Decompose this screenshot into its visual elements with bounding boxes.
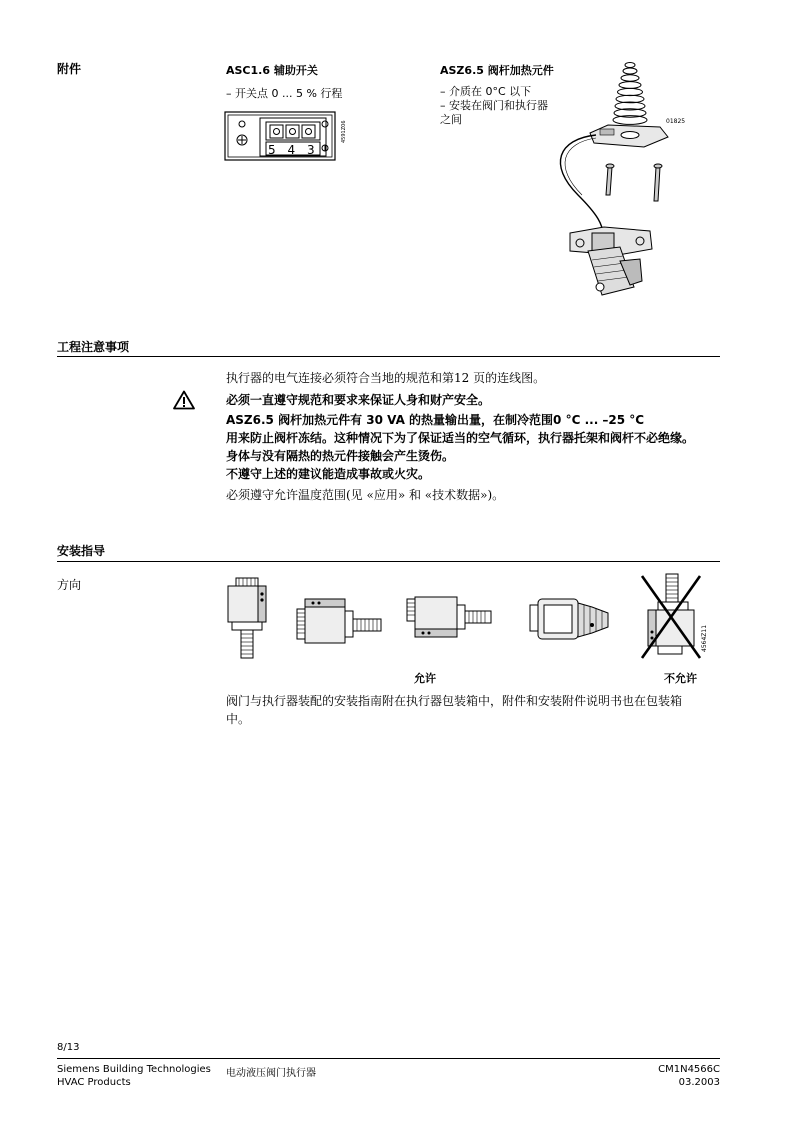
warning-line-3: 用来防止阀杆冻结。这种情况下为了保证适当的空气循环，执行器托架和阀杆不必绝缘。 xyxy=(226,431,695,445)
orientation-rotated-drawing xyxy=(528,595,618,645)
installation-paragraph-line-2: 中。 xyxy=(226,712,251,726)
orientation-horizontal-drawing xyxy=(295,595,385,647)
asc-switch-drawing xyxy=(224,108,349,166)
engineering-paragraph-2: 必须遵守允许温度范围(见 «应用» 和 «技术数据»)。 xyxy=(226,488,505,502)
terminal-label: 4 xyxy=(287,143,300,157)
asz-feature-1: – 介质在 0°C 以下 xyxy=(440,85,532,98)
section-divider xyxy=(57,561,720,562)
footer-doc-code: CM1N4566C xyxy=(658,1064,720,1075)
installation-figure-code: 4564Z11 xyxy=(701,624,708,652)
warning-line-5: 不遵守上述的建议能造成事故或火灾。 xyxy=(226,467,431,481)
asc-figure-code: 4591Z06 xyxy=(341,120,347,143)
asc-title: ASC1.6 辅助开关 xyxy=(226,64,318,77)
engineering-paragraph-1: 执行器的电气连接必须符合当地的规范和第12 页的连线图。 xyxy=(226,371,546,385)
warning-triangle-icon xyxy=(173,390,195,410)
orientation-upright-drawing xyxy=(222,574,282,660)
asc-terminal-labels xyxy=(268,143,319,157)
orientation-side-drawing xyxy=(405,595,495,647)
asz-figure-code: 01825 xyxy=(666,118,686,125)
asz-feature-2: – 安装在阀门和执行器 xyxy=(440,99,548,112)
asz-heating-element-drawing xyxy=(548,55,678,300)
terminal-label: 5 xyxy=(268,143,280,157)
asc-feature: – 开关点 0 ... 5 % 行程 xyxy=(226,87,343,100)
terminal-label: 3 xyxy=(306,143,319,157)
engineering-heading: 工程注意事项 xyxy=(57,340,130,354)
orientation-label: 方向 xyxy=(57,578,82,592)
warning-line-2: ASZ6.5 阀杆加热元件有 30 VA 的热量输出量，在制冷范围0 °C ... –25 °C xyxy=(226,413,645,427)
accessories-heading: 附件 xyxy=(57,62,82,76)
allowed-label: 允许 xyxy=(414,672,436,685)
page-number: 8/13 xyxy=(57,1042,80,1053)
section-divider xyxy=(57,356,720,357)
footer-divider xyxy=(57,1058,720,1059)
footer-company: Siemens Building Technologies xyxy=(57,1064,211,1075)
asz-feature-3: 之间 xyxy=(440,113,462,126)
warning-line-4: 身体与没有隔热的热元件接触会产生烫伤。 xyxy=(226,449,455,463)
footer-division: HVAC Products xyxy=(57,1077,131,1088)
footer-date: 03.2003 xyxy=(678,1077,720,1088)
installation-paragraph-line-1: 阀门与执行器装配的安装指南附在执行器包装箱中，附件和安装附件说明书也在包装箱 xyxy=(226,694,683,708)
not-allowed-label: 不允许 xyxy=(664,672,697,685)
footer-doc-title: 电动液压阀门执行器 xyxy=(226,1068,316,1079)
asz-title: ASZ6.5 阀杆加热元件 xyxy=(440,64,554,77)
warning-line-1: 必须一直遵守规范和要求来保证人身和财产安全。 xyxy=(226,393,491,407)
installation-heading: 安装指导 xyxy=(57,544,106,558)
